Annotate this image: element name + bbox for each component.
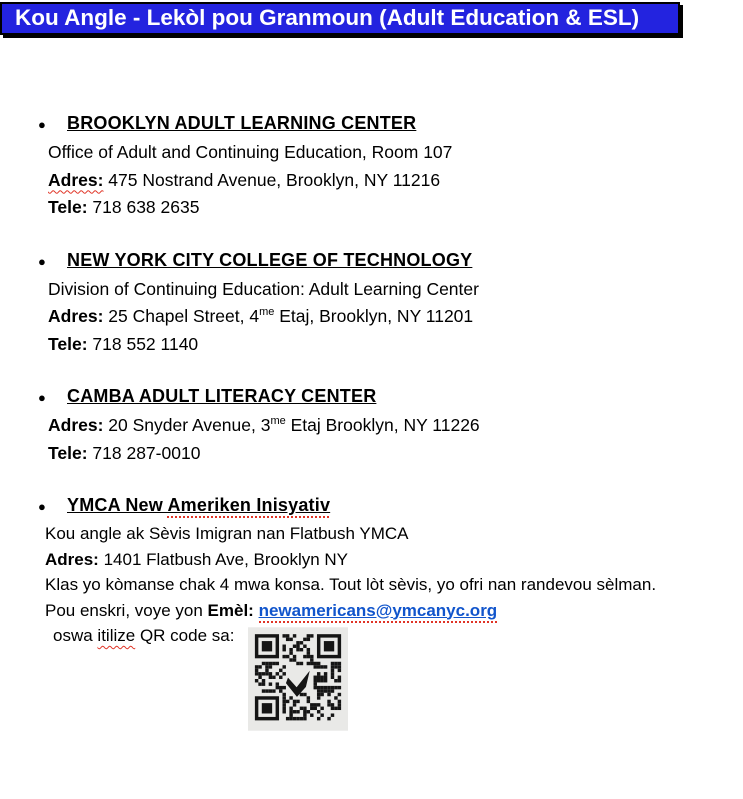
section-brooklyn-adult-learning-center bbox=[38, 113, 743, 222]
address-line bbox=[48, 303, 743, 331]
center-heading: NEW YORK CITY COLLEGE OF TECHNOLOGY bbox=[67, 249, 473, 270]
bullet-icon: ● bbox=[38, 390, 46, 405]
address-line bbox=[45, 547, 743, 573]
qr-line bbox=[53, 623, 743, 731]
document-title-bar bbox=[0, 2, 680, 35]
address-value-post: Etaj Brooklyn, NY 11226 bbox=[285, 415, 480, 435]
ordinal-superscript: me bbox=[259, 306, 275, 319]
phone-label: Tele: bbox=[48, 197, 88, 217]
phone-value: 718 287-0010 bbox=[87, 442, 201, 463]
center-heading: BROOKLYN ADULT LEARNING CENTER bbox=[67, 113, 417, 133]
bullet-icon: ● bbox=[38, 499, 46, 514]
bullet-icon: ● bbox=[38, 253, 46, 269]
address-label: Adres: bbox=[48, 415, 104, 435]
address-value: 475 Nostrand Avenue, Brooklyn, NY 11216 bbox=[103, 169, 441, 190]
qr-caption-pre: oswa bbox=[53, 626, 98, 645]
address-value-pre: 25 Chapel Street, 4 bbox=[103, 306, 260, 326]
qr-code-icon bbox=[248, 627, 348, 731]
email-label: Emèl: bbox=[207, 600, 254, 620]
phone-label: Tele: bbox=[48, 442, 88, 463]
phone-value: 718 552 1140 bbox=[87, 333, 199, 354]
heading-misspelled-text: Ameriken Inisyativ bbox=[167, 495, 330, 518]
center-subtitle: Kou angle ak Sèvis Imigran nan Flatbush YMCA bbox=[45, 524, 409, 543]
center-subtitle: Office of Adult and Continuing Education, Room 107 bbox=[48, 142, 453, 162]
address-label: Adres: bbox=[48, 306, 104, 326]
qr-caption bbox=[53, 623, 234, 649]
phone-label: Tele: bbox=[48, 333, 88, 354]
center-heading bbox=[67, 495, 330, 515]
bullet-icon: ● bbox=[38, 117, 46, 132]
enroll-line bbox=[45, 598, 743, 624]
address-value-pre: 20 Snyder Avenue, 3 bbox=[103, 415, 271, 435]
section-nyc-college-of-technology bbox=[38, 250, 743, 359]
heading-text: YMCA New bbox=[67, 495, 168, 515]
phone-line bbox=[48, 331, 743, 359]
address-value: 1401 Flatbush Ave, Brooklyn NY bbox=[98, 549, 349, 569]
address-value-post: Etaj, Brooklyn, NY 11201 bbox=[274, 306, 474, 326]
qr-caption-post: QR code sa: bbox=[135, 626, 235, 645]
document-page bbox=[0, 2, 743, 731]
page-title: Kou Angle - Lekòl pou Granmoun (Adult Education & ESL) bbox=[15, 5, 640, 30]
enroll-text: Pou enskri, voye yon bbox=[45, 600, 208, 620]
address-line bbox=[48, 412, 743, 440]
address-label: Adres: bbox=[48, 169, 104, 190]
phone-line bbox=[48, 440, 743, 468]
document-body bbox=[0, 113, 743, 731]
ordinal-superscript: me bbox=[270, 415, 286, 428]
qr-caption-misspelled: itilize bbox=[97, 626, 136, 645]
phone-line bbox=[48, 194, 743, 222]
address-line bbox=[48, 167, 743, 195]
section-camba-adult-literacy-center bbox=[38, 386, 743, 467]
center-heading: CAMBA ADULT LITERACY CENTER bbox=[67, 386, 377, 406]
qr-code-image bbox=[248, 627, 348, 731]
schedule-note: Klas yo kòmanse chak 4 mwa konsa. Tout lòt sèvis, yo ofri nan randevou sèlman. bbox=[45, 575, 657, 594]
center-subtitle: Division of Continuing Education: Adult Learning Center bbox=[48, 278, 479, 299]
address-label: Adres: bbox=[45, 549, 99, 569]
phone-value: 718 638 2635 bbox=[87, 197, 200, 217]
email-link[interactable]: newamericans@ymcanyc.org bbox=[259, 601, 498, 623]
section-ymca-new-americans-initiative bbox=[38, 495, 743, 731]
